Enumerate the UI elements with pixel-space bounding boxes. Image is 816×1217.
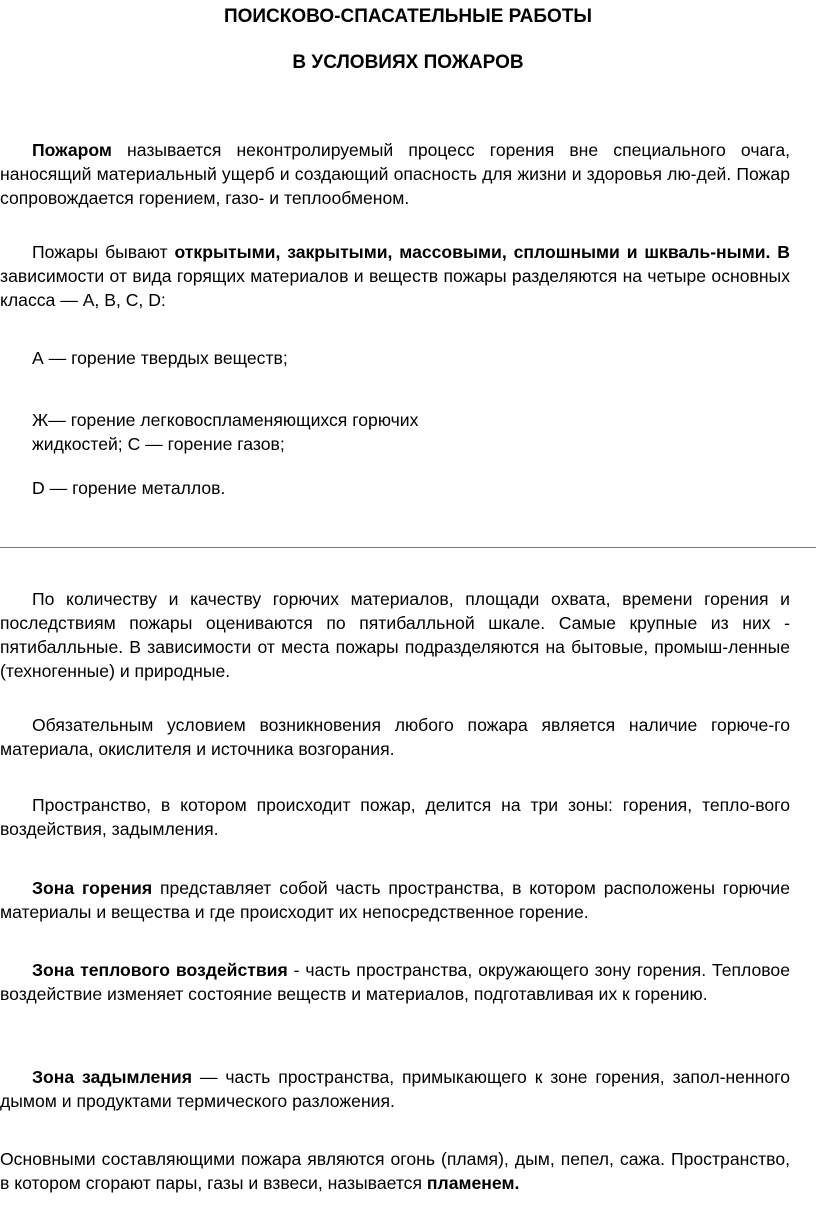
document-title-line-1: ПОИСКОВО-СПАСАТЕЛЬНЫЕ РАБОТЫ bbox=[223, 6, 593, 27]
paragraph-text: - часть пространства, окружающего зону горения. Тепловое воздействие изменяет состояние веществ и материалов, подготавливая их к горению. bbox=[0, 960, 791, 1004]
paragraph-fire-zones: Пространство, в котором происходит пожар, делится на три зоны: горения, тепло-вого воздействия, задымления. bbox=[0, 795, 790, 839]
term-fire: Пожаром bbox=[32, 140, 112, 160]
term-heat-zone: Зона теплового воздействия bbox=[32, 960, 288, 980]
fire-types-list: открытыми, закрытыми, массовыми, сплошными и шкваль-ными. В bbox=[174, 242, 790, 262]
paragraph-fire-types bbox=[0, 240, 790, 312]
paragraph-text: Основными составляющими пожара являются огонь (пламя), дым, пепел, сажа. Пространство, в котором сгорают пары, газы и взвеси, называется bbox=[0, 1149, 790, 1193]
term-smoke-zone: Зона задымления bbox=[32, 1067, 193, 1087]
paragraph-fire-conditions: Обязательным условием возникновения любого пожара является наличие горюче-го материала, окислителя и источника возгорания. bbox=[0, 715, 790, 759]
paragraph-text: зависимости от вида горящих материалов и веществ пожары разделяются на четыре основных класса — А, В, С, D: bbox=[0, 266, 790, 310]
paragraph-heat-zone bbox=[0, 958, 790, 1006]
paragraph-text: представляет собой часть пространства, в котором расположены горючие материалы и вещества и где происходит их непосредственное горение. bbox=[0, 878, 790, 922]
paragraph-lead: Пожары бывают bbox=[32, 242, 175, 262]
document-title-line-2: В УСЛОВИЯХ ПОЖАРОВ bbox=[292, 52, 524, 73]
paragraph-text: называется неконтролируемый процесс горения вне специального очага, наносящий материальный ущерб и создающий опасность для жизни и здоровья лю-дей. Пожар сопровождается горением, газо- и теплообменом. bbox=[0, 140, 790, 208]
paragraph-fire-scale: По количеству и качеству горючих материалов, площади охвата, времени горения и последствиям пожары оцениваются по пятибалльной шкале. Самые крупные из них - пятибалльные. В зависимости от места пожары подразделяются на бытовые, промыш-ленные (техногенные) и природные. bbox=[0, 589, 790, 681]
term-combustion-zone: Зона горения bbox=[32, 878, 153, 898]
paragraph-smoke-zone bbox=[0, 1065, 790, 1113]
fire-class-a: А — горение твердых веществ; bbox=[32, 348, 288, 368]
page-divider bbox=[0, 547, 816, 548]
fire-class-d: D — горение металлов. bbox=[32, 478, 226, 498]
fire-class-b-line-2: жидкостей; С — горение газов; bbox=[32, 434, 285, 454]
paragraph-fire-definition bbox=[0, 138, 790, 210]
fire-class-b-line-1: Ж— горение легковоспламеняющихся горючих bbox=[32, 410, 419, 430]
term-flame: пламенем. bbox=[426, 1173, 520, 1193]
paragraph-fire-components bbox=[0, 1147, 790, 1195]
paragraph-text: — часть пространства, примыкающего к зоне горения, запол-ненного дымом и продуктами термического разложения. bbox=[0, 1067, 790, 1111]
paragraph-combustion-zone bbox=[0, 876, 790, 924]
